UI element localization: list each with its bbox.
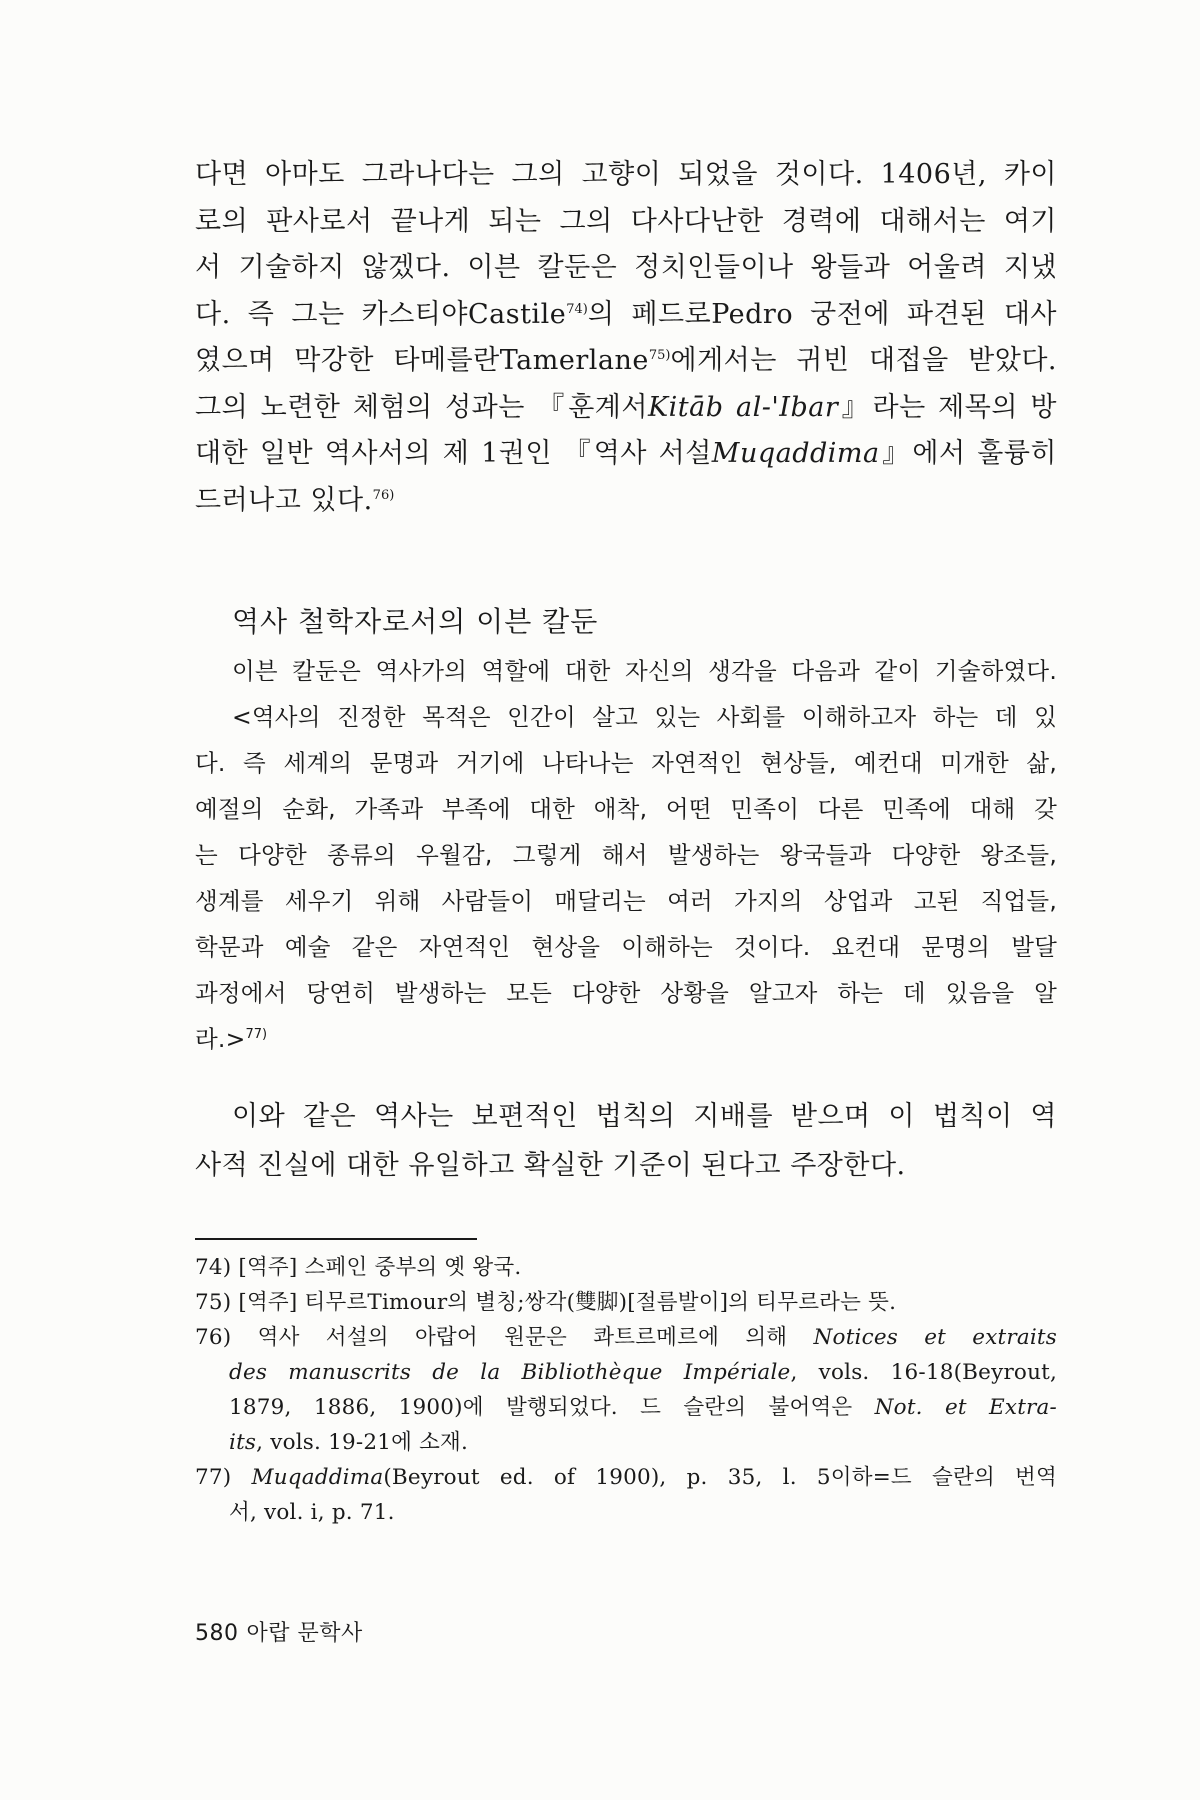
running-title: 아랍 문학사	[246, 1621, 363, 1646]
text-run: 그의 노련한 체험의 성과는 『훈계서	[195, 391, 648, 423]
body-paragraph-1	[195, 152, 1057, 524]
text-line: 다면 아마도 그라나다는 그의 고향이 되었을 것이다. 1406년, 카이	[195, 159, 1057, 190]
text-run: 』라는 제목의 방	[838, 391, 1057, 423]
text-run: , vols. 19-21에 소재.	[256, 1430, 469, 1455]
text-line: 이와 같은 역사는 보편적인 법칙의 지배를 받으며 이 법칙이 역	[232, 1101, 1057, 1132]
italic-title: Notices et extraits	[813, 1325, 1058, 1350]
text-line: 사적 진실에 대한 유일하고 확실한 기준이 된다고 주장한다.	[195, 1150, 906, 1181]
italic-title: Not. et Extra-	[874, 1395, 1057, 1420]
text-run: 77)	[195, 1465, 252, 1490]
text-line	[195, 478, 1057, 525]
text-line	[195, 431, 1057, 478]
section-heading: 역사 철학자로서의 이븐 칼둔	[232, 605, 599, 638]
footnotes	[195, 1250, 1057, 1530]
footnote-74: 74) [역주] 스페인 중부의 옛 왕국.	[195, 1255, 522, 1280]
text-line: 예절의 순화, 가족과 부족에 대한 애착, 어떤 민족이 다른 민족에 대해 갖	[195, 795, 1057, 823]
text-line	[195, 338, 1057, 385]
footnote-77	[195, 1460, 1057, 1495]
text-line: 서 기술하지 않겠다. 이븐 칼둔은 정치인들이나 왕들과 어울려 지냈	[195, 252, 1057, 283]
text-line: 생계를 세우기 위해 사람들이 매달리는 여러 가지의 상업과 고된 직업들,	[195, 887, 1057, 915]
text-run: (Beyrout ed. of 1900), p. 35, l. 5이하=드 슬란의 번역	[383, 1465, 1057, 1490]
text-run: 』에서 훌륭히	[879, 438, 1057, 469]
text-line: 는 다양한 종류의 우월감, 그렇게 해서 발생하는 왕국들과 다양한 왕조들,	[195, 841, 1057, 869]
footnote-76-cont	[195, 1425, 1057, 1460]
text-run: 의 페드로Pedro 궁전에 파견된 대사	[587, 298, 1057, 330]
page-number: 580	[195, 1621, 239, 1646]
footnote-77-cont: 서, vol. ⅰ, p. 71.	[229, 1500, 395, 1525]
text-line: 이븐 칼둔은 역사가의 역할에 대한 자신의 생각을 다음과 같이 기술하였다.	[232, 657, 1057, 685]
book-title-kitab-al-ibar: Kitāb al-'Ibar	[647, 391, 839, 423]
text-line: 과정에서 당연히 발생하는 모든 다양한 상황을 알고자 하는 데 있음을 알	[195, 979, 1057, 1007]
text-line	[195, 292, 1057, 339]
text-line	[195, 385, 1057, 432]
footnote-ref-77: 77)	[245, 1027, 268, 1043]
text-run: 에게서는 귀빈 대접을 받았다.	[670, 345, 1057, 376]
text-run: 다. 즉 그는 카스티야Castile	[195, 298, 567, 330]
text-run: 라.>	[195, 1025, 246, 1053]
text-run: 드러나고 있다.	[195, 484, 373, 516]
text-line	[195, 1016, 1057, 1062]
text-run: 였으며 막강한 타메를란Tamerlane	[195, 345, 649, 376]
footnote-76-cont	[195, 1355, 1057, 1390]
footnote-ref-74: 74)	[566, 301, 588, 317]
text-run: , vols. 16-18(Beyrout,	[790, 1360, 1057, 1385]
footnote-ref-76: 76)	[372, 487, 395, 503]
italic-title: its	[229, 1430, 257, 1455]
italic-title: Muqaddima	[251, 1465, 384, 1490]
quotation-block	[195, 648, 1057, 1062]
text-run: 대한 일반 역사서의 제 1권인 『역사 서설	[195, 438, 712, 469]
body-paragraph-2	[195, 1092, 1057, 1190]
book-title-muqaddima: Muqaddima	[711, 438, 880, 469]
text-line: 로의 판사로서 끝나게 되는 그의 다사다난한 경력에 대해서는 여기	[195, 205, 1057, 237]
text-line: 학문과 예술 같은 자연적인 현상을 이해하는 것이다. 요컨대 문명의 발달	[195, 933, 1057, 961]
italic-title: des manuscrits de la Bibliothèque Impériale	[229, 1360, 791, 1385]
page-footer	[195, 1616, 363, 1647]
footnote-75: 75) [역주] 티무르Timour의 별칭;쌍각(雙脚)[절름발이]의 티무르라는 뜻.	[195, 1290, 897, 1315]
text-line: 다. 즉 세계의 문명과 거기에 나타나는 자연적인 현상들, 예컨대 미개한 삶,	[195, 749, 1057, 777]
footnote-divider	[195, 1238, 477, 1240]
footnote-76	[195, 1320, 1057, 1355]
text-run: 1879, 1886, 1900)에 발행되었다. 드 슬란의 불어역은	[229, 1395, 875, 1420]
footnote-76-cont	[195, 1390, 1057, 1425]
footnote-ref-75: 75)	[648, 348, 671, 363]
text-line: <역사의 진정한 목적은 인간이 살고 있는 사회를 이해하고자 하는 데 있	[232, 703, 1057, 731]
text-run: 76) 역사 서설의 아랍어 원문은 콰트르메르에 의해	[195, 1325, 814, 1350]
